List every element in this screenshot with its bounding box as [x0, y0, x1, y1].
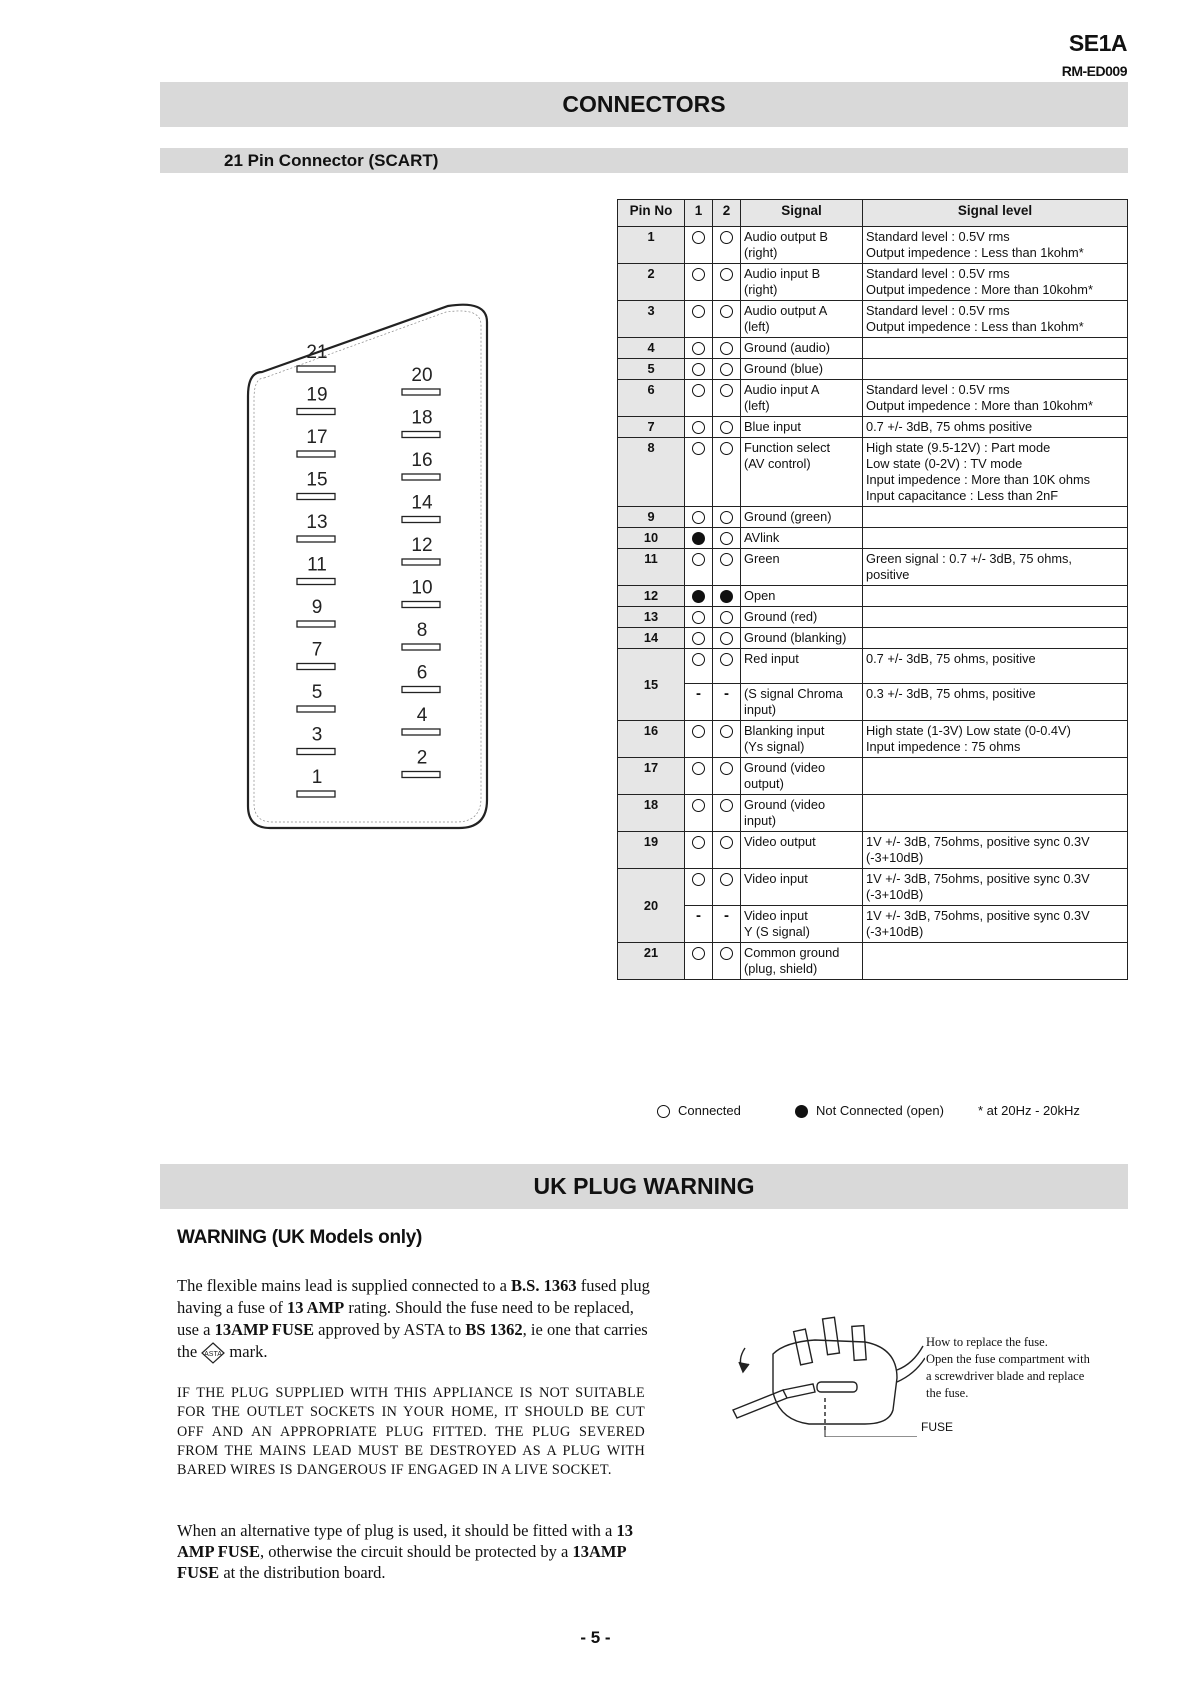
- col1-status: [685, 507, 713, 528]
- filled-circle-icon: [720, 590, 733, 603]
- signal-level-cell: Standard level : 0.5V rms Output impedence : Less than 1kohm*: [863, 301, 1128, 338]
- signal-cell: Audio output A (left): [741, 301, 863, 338]
- signal-level-cell: 0.3 +/- 3dB, 75 ohms, positive: [863, 684, 1128, 721]
- signal-cell: Ground (red): [741, 607, 863, 628]
- pin-slot: [402, 644, 440, 650]
- open-circle-icon: [692, 342, 705, 355]
- open-circle-icon: [692, 231, 705, 244]
- signal-cell: Video input Y (S signal): [741, 906, 863, 943]
- col2-status: [713, 906, 741, 943]
- pin-number-label: 1: [311, 767, 323, 788]
- open-circle-icon: [720, 873, 733, 886]
- dash-mark: -: [696, 907, 701, 924]
- pin-slot: [402, 602, 440, 608]
- signal-level-cell: 0.7 +/- 3dB, 75 ohms, positive: [863, 649, 1128, 684]
- col1-status: [685, 758, 713, 795]
- col2-status: [713, 338, 741, 359]
- col1-status: [685, 684, 713, 721]
- filled-circle-icon: [692, 590, 705, 603]
- col1-status: [685, 417, 713, 438]
- dash-mark: -: [724, 685, 729, 702]
- signal-cell: Ground (video output): [741, 758, 863, 795]
- pin-row: [618, 338, 1128, 359]
- signal-cell: (S signal Chroma input): [741, 684, 863, 721]
- pin-number: 19: [618, 832, 685, 869]
- pin-number-label: 18: [411, 407, 433, 429]
- col2-status: [713, 943, 741, 980]
- col1-status: [685, 832, 713, 869]
- col2-status: [713, 586, 741, 607]
- col1-status: [685, 586, 713, 607]
- open-circle-icon: [720, 611, 733, 624]
- col2-status: [713, 507, 741, 528]
- col1-status: [685, 549, 713, 586]
- open-circle-icon: [692, 873, 705, 886]
- open-circle-icon: [720, 268, 733, 281]
- pin-row: [618, 684, 1128, 721]
- open-circle-icon: [692, 421, 705, 434]
- col2-header: 2: [713, 200, 741, 227]
- pin-row: [618, 795, 1128, 832]
- pin-number-label: 20: [411, 365, 433, 386]
- open-circle-icon: [720, 653, 733, 666]
- fuse-cartridge: [817, 1382, 857, 1392]
- pin-row: [618, 528, 1128, 549]
- pin-number-label: 10: [411, 577, 433, 599]
- signal-level-cell: 0.7 +/- 3dB, 75 ohms positive: [863, 417, 1128, 438]
- col2-status: [713, 528, 741, 549]
- open-circle-icon: [720, 442, 733, 455]
- open-circle-icon: [692, 384, 705, 397]
- pin-number: 12: [618, 586, 685, 607]
- pin-slot: [402, 474, 440, 480]
- col2-status: [713, 795, 741, 832]
- col2-status: [713, 301, 741, 338]
- filled-circle-icon: [692, 532, 705, 545]
- open-circle-icon: [692, 442, 705, 455]
- pin-row: [618, 607, 1128, 628]
- pin-row: [618, 549, 1128, 586]
- col2-status: [713, 758, 741, 795]
- pin-row: [618, 507, 1128, 528]
- open-circle-icon: [720, 305, 733, 318]
- pin-row: [618, 359, 1128, 380]
- signal-level-cell: High state (9.5-12V) : Part mode Low state (0-2V) : TV mode Input impedence : More than 10K ohms Input capacitance : Less than 2nF: [863, 438, 1128, 507]
- col1-status: [685, 380, 713, 417]
- col1-status: [685, 795, 713, 832]
- open-circle-icon: [692, 268, 705, 281]
- open-circle-icon: [720, 553, 733, 566]
- col2-status: [713, 607, 741, 628]
- signal-level-cell: [863, 528, 1128, 549]
- signal-cell: Blanking input (Ys signal): [741, 721, 863, 758]
- pin-slot: [402, 729, 440, 735]
- open-circle-icon: [692, 632, 705, 645]
- pin-number-label: 5: [311, 682, 323, 703]
- pin-number: 14: [618, 628, 685, 649]
- pin-number-label: 2: [416, 747, 428, 769]
- asta-mark-icon: [201, 1342, 225, 1364]
- col2-status: [713, 721, 741, 758]
- signal-level-cell: [863, 607, 1128, 628]
- open-circle-icon: [692, 725, 705, 738]
- pin-row: [618, 628, 1128, 649]
- pin-number-label: 14: [411, 492, 433, 514]
- pin-slot: [402, 687, 440, 693]
- signal-level-cell: 1V +/- 3dB, 75ohms, positive sync 0.3V (-3+10dB): [863, 906, 1128, 943]
- pin-number: 20: [618, 869, 685, 943]
- signal-level-cell: Standard level : 0.5V rms Output impedence : More than 10kohm*: [863, 264, 1128, 301]
- pin-number: 11: [618, 549, 685, 586]
- pin-slot: [402, 389, 440, 395]
- signal-cell: Ground (blanking): [741, 628, 863, 649]
- pin-slot: [297, 494, 335, 500]
- pin-slot: [297, 579, 335, 585]
- pin-number-label: 17: [306, 427, 328, 448]
- legend-frequency-note: * at 20Hz - 20kHz: [978, 1103, 1080, 1118]
- pin-number-label: 11: [307, 554, 327, 576]
- col1-status: [685, 438, 713, 507]
- uk-plug-fuse-illustration: [725, 1312, 925, 1437]
- signal-level-cell: [863, 795, 1128, 832]
- pin-number: 10: [618, 528, 685, 549]
- scart-subtitle: 21 Pin Connector (SCART): [160, 148, 1128, 173]
- fuse-replacement-caption: How to replace the fuse. Open the fuse compartment with a screwdriver blade and replace the fuse.: [926, 1335, 1090, 1400]
- pin-number-label: 15: [306, 469, 328, 491]
- pin-row: [618, 586, 1128, 607]
- open-circle-icon: [692, 799, 705, 812]
- signal-cell: Green: [741, 549, 863, 586]
- pin-slot: [402, 772, 440, 778]
- open-circle-icon: [720, 799, 733, 812]
- open-circle-icon: [692, 653, 705, 666]
- fuse-paragraph: The flexible mains lead is supplied connected to a B.S. 1363 fused plug having a fuse of 13 AMP rating. Should the fuse need to be replaced, use a 13AMP FUSE approved by ASTA to BS 1362, ie one that carries the ASTA mark.: [177, 1275, 657, 1364]
- page-number: - 5 -: [580, 1628, 611, 1647]
- pin-number: 15: [618, 649, 685, 721]
- pin-number: 21: [618, 943, 685, 980]
- col1-status: [685, 906, 713, 943]
- col2-status: [713, 227, 741, 264]
- signal-cell: Ground (green): [741, 507, 863, 528]
- svg-text:ASTA: ASTA: [204, 1351, 223, 1359]
- open-circle-icon: [692, 611, 705, 624]
- pin-number: 5: [618, 359, 685, 380]
- pin-slot: [297, 791, 335, 797]
- legend-connected: Connected: [657, 1103, 741, 1118]
- scart-pin-table: [617, 199, 1128, 980]
- col1-status: [685, 528, 713, 549]
- col2-status: [713, 438, 741, 507]
- signal-level-cell: Standard level : 0.5V rms Output impedence : Less than 1kohm*: [863, 227, 1128, 264]
- col1-status: [685, 264, 713, 301]
- signal-cell: Audio input A (left): [741, 380, 863, 417]
- signal-level-header: Signal level: [863, 200, 1128, 227]
- pin-number: 2: [618, 264, 685, 301]
- signal-level-cell: Green signal : 0.7 +/- 3dB, 75 ohms, positive: [863, 549, 1128, 586]
- pin-row: [618, 758, 1128, 795]
- col1-status: [685, 869, 713, 906]
- open-circle-icon: [720, 511, 733, 524]
- col1-header: 1: [685, 200, 713, 227]
- open-circle-icon: [692, 947, 705, 960]
- signal-level-cell: [863, 628, 1128, 649]
- open-circle-icon: [692, 305, 705, 318]
- signal-cell: Blue input: [741, 417, 863, 438]
- signal-cell: Ground (video input): [741, 795, 863, 832]
- pin-number: 9: [618, 507, 685, 528]
- warning-heading: WARNING (UK Models only): [177, 1227, 423, 1248]
- col2-status: [713, 417, 741, 438]
- signal-header: Signal: [741, 200, 863, 227]
- pin-row: [618, 721, 1128, 758]
- filled-circle-icon: [795, 1105, 808, 1118]
- alternative-plug-paragraph: When an alternative type of plug is used, it should be fitted with a 13 AMP FUSE, otherwise the circuit should be protected by a 13AMP FUSE at the distribution board.: [177, 1521, 633, 1582]
- col2-status: [713, 684, 741, 721]
- pin-row: [618, 943, 1128, 980]
- col2-status: [713, 549, 741, 586]
- open-circle-icon: [720, 725, 733, 738]
- pin-number: 8: [618, 438, 685, 507]
- signal-cell: Common ground (plug, shield): [741, 943, 863, 980]
- pin-number-label: 7: [311, 639, 323, 661]
- pin-slot: [297, 621, 335, 627]
- col1-status: [685, 628, 713, 649]
- col2-status: [713, 380, 741, 417]
- pin-number-label: 12: [411, 535, 433, 556]
- pin-number-label: 16: [411, 450, 433, 471]
- col2-status: [713, 264, 741, 301]
- pin-slot: [297, 366, 335, 372]
- col2-status: [713, 869, 741, 906]
- pin-number-label: 4: [416, 705, 428, 726]
- pin-number-label: 8: [416, 620, 428, 641]
- pin-number: 18: [618, 795, 685, 832]
- pin-number: 6: [618, 380, 685, 417]
- model-number: SE1A: [1068, 30, 1127, 56]
- signal-cell: Audio output B (right): [741, 227, 863, 264]
- legend-not-connected: Not Connected (open): [795, 1103, 944, 1118]
- pin-number-label: 6: [416, 662, 428, 684]
- open-circle-icon: [720, 762, 733, 775]
- signal-cell: Red input: [741, 649, 863, 684]
- fuse-label: FUSE: [921, 1420, 954, 1434]
- pin-number: 16: [618, 721, 685, 758]
- pin-number: 3: [618, 301, 685, 338]
- signal-cell: Ground (blue): [741, 359, 863, 380]
- pin-number-label: 9: [311, 597, 323, 618]
- pin-number-label: 21: [306, 342, 328, 363]
- open-circle-icon: [720, 632, 733, 645]
- document-code: RM-ED009: [1061, 63, 1127, 79]
- pin-row: [618, 380, 1128, 417]
- signal-level-cell: [863, 943, 1128, 980]
- pin-row: [618, 906, 1128, 943]
- pin-slot: [402, 517, 440, 523]
- col1-status: [685, 943, 713, 980]
- col1-status: [685, 607, 713, 628]
- pin-slot: [297, 749, 335, 755]
- pin-number: 4: [618, 338, 685, 359]
- open-circle-icon: [692, 511, 705, 524]
- col1-status: [685, 649, 713, 684]
- pin-slot: [402, 432, 440, 438]
- signal-level-cell: [863, 758, 1128, 795]
- pin-row: [618, 417, 1128, 438]
- signal-cell: Function select (AV control): [741, 438, 863, 507]
- pin-slot: [402, 559, 440, 565]
- pin-slot: [297, 451, 335, 457]
- pin-number: 13: [618, 607, 685, 628]
- signal-level-cell: [863, 338, 1128, 359]
- open-circle-icon: [692, 836, 705, 849]
- pin-row: [618, 832, 1128, 869]
- open-circle-icon: [720, 384, 733, 397]
- pin-row: [618, 301, 1128, 338]
- pin-row: [618, 649, 1128, 684]
- plug-warning-caps-paragraph: IF THE PLUG SUPPLIED WITH THIS APPLIANCE IS NOT SUITABLE FOR THE OUTLET SOCKETS IN YOUR HOME, IT SHOULD BE CUT OFF AND AN APPROPRIATE PLUG FITTED. THE PLUG SEVERED FROM THE MAINS LEAD MUST BE DESTROYED AS A PLUG WITH BARED WIRES IS DANGEROUS IF ENGAGED IN A LIVE SOCKET.: [177, 1385, 645, 1479]
- pin-no-header: Pin No: [618, 200, 685, 227]
- signal-level-cell: High state (1-3V) Low state (0-0.4V) Input impedence : 75 ohms: [863, 721, 1128, 758]
- dash-mark: -: [724, 907, 729, 924]
- col2-status: [713, 359, 741, 380]
- col1-status: [685, 721, 713, 758]
- col1-status: [685, 301, 713, 338]
- pin-number-label: 13: [306, 512, 328, 533]
- screwdriver: [733, 1390, 787, 1418]
- signal-cell: AVlink: [741, 528, 863, 549]
- pin-row: [618, 869, 1128, 906]
- signal-level-cell: Standard level : 0.5V rms Output impedence : More than 10kohm*: [863, 380, 1128, 417]
- signal-level-cell: [863, 359, 1128, 380]
- pin-slot: [297, 706, 335, 712]
- pin-number: 7: [618, 417, 685, 438]
- open-circle-icon: [692, 363, 705, 376]
- pin-slot: [297, 536, 335, 542]
- signal-level-cell: 1V +/- 3dB, 75ohms, positive sync 0.3V (-3+10dB): [863, 869, 1128, 906]
- signal-cell: Video output: [741, 832, 863, 869]
- signal-level-cell: [863, 586, 1128, 607]
- pin-number-label: 19: [306, 384, 328, 406]
- dash-mark: -: [696, 685, 701, 702]
- signal-level-cell: 1V +/- 3dB, 75ohms, positive sync 0.3V (-3+10dB): [863, 832, 1128, 869]
- col2-status: [713, 649, 741, 684]
- open-circle-icon: [720, 836, 733, 849]
- pin-row: [618, 227, 1128, 264]
- open-circle-icon: [692, 762, 705, 775]
- signal-cell: Audio input B (right): [741, 264, 863, 301]
- scart-connector-diagram: [240, 300, 500, 840]
- col2-status: [713, 832, 741, 869]
- open-circle-icon: [720, 363, 733, 376]
- pin-slot: [297, 664, 335, 670]
- uk-plug-section-title: UK PLUG WARNING: [160, 1164, 1128, 1209]
- signal-cell: Open: [741, 586, 863, 607]
- pin-number: 1: [618, 227, 685, 264]
- signal-level-cell: [863, 507, 1128, 528]
- pin-number-label: 3: [311, 724, 323, 746]
- col1-status: [685, 227, 713, 264]
- open-circle-icon: [720, 342, 733, 355]
- open-circle-icon: [720, 231, 733, 244]
- pin-row: [618, 438, 1128, 507]
- col1-status: [685, 338, 713, 359]
- connectors-section-title: CONNECTORS: [160, 82, 1128, 127]
- col2-status: [713, 628, 741, 649]
- open-circle-icon: [720, 421, 733, 434]
- signal-cell: Ground (audio): [741, 338, 863, 359]
- open-circle-icon: [692, 553, 705, 566]
- pin-number: 17: [618, 758, 685, 795]
- pin-row: [618, 264, 1128, 301]
- signal-cell: Video input: [741, 869, 863, 906]
- open-circle-icon: [657, 1105, 670, 1118]
- pin-slot: [297, 409, 335, 415]
- open-circle-icon: [720, 947, 733, 960]
- open-circle-icon: [720, 532, 733, 545]
- col1-status: [685, 359, 713, 380]
